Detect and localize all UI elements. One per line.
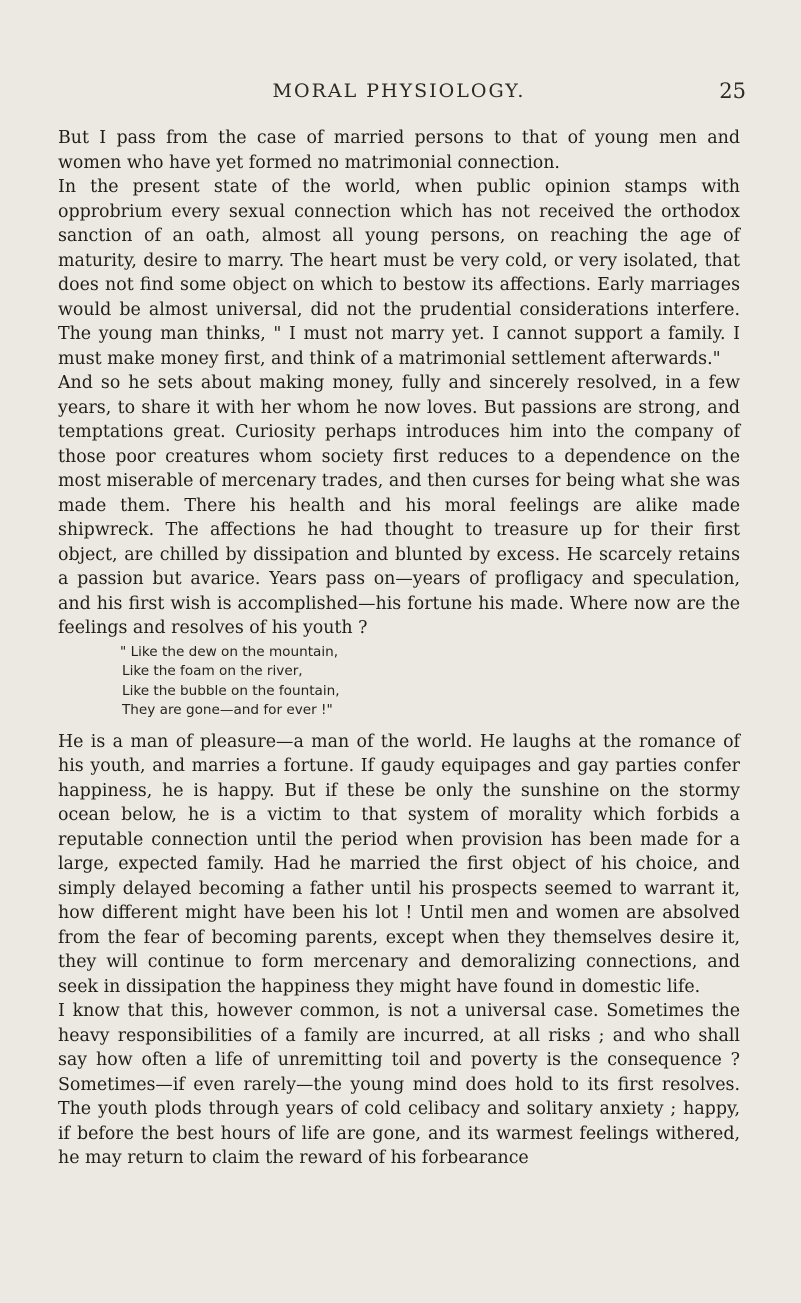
poem-line: Like the foam on the river,: [122, 663, 303, 679]
poem-quote: [58, 643, 740, 721]
paragraph: But I pass from the case of married persons to that of young men and women who have yet formed no matrimonial connection.: [58, 128, 740, 173]
paragraph: In the present state of the world, when public opinion stamps with opprobrium every sexual connection which has not received the orthodox sanction of an oath, almost all young persons, on reaching the age of maturity, desire to marry. The heart must be very cold, or very isolated, that does not find some object on which to bestow its affections. Early marriages would be almost universal, did not the prudential considerations interfere. The young man thinks, " I must not marry yet. I cannot support a family. I must make money first, and think of a matrimonial settlement afterwards.": [58, 177, 740, 369]
poem-line: Like the bubble on the fountain,: [122, 682, 340, 699]
page-number: 25: [719, 79, 746, 103]
poem-line: They are gone—and for ever !": [122, 702, 333, 718]
paragraph: And so he sets about making money, fully and sincerely resolved, in a few years, to share it with her whom he now loves. But passions are strong, and temptations great. Curiosity perhaps introduces him into the company of those poor creatures whom society first reduces to a dependence on the most miserable of mercenary trades, and then curses for being what she was made them. There his health and his moral feelings are alike made shipwreck. The affections he had thought to treasure up for their first object, are chilled by dissipation and blunted by excess. He scarcely retains a passion but avarice. Years pass on—years of profligacy and speculation, and his first wish is accomplished—his fortune his made. Where now are the feelings and resolves of his youth ?: [58, 373, 740, 638]
body-text: [58, 126, 740, 1171]
poem-line: " Like the dew on the mountain,: [120, 643, 339, 660]
paragraph: He is a man of pleasure—a man of the world. He laughs at the romance of his youth, and marries a fortune. If gaudy equipages and gay parties confer happiness, he is happy. But if these be only the sunshine on the stormy ocean below, he is a victim to that system of morality which forbids a reputable connection until the period when provision has been made for a large, expected family. Had he married the first object of his choice, and simply delayed becoming a father until his prospects seemed to warrant it, how different might have been his lot ! Until men and women are absolved from the fear of becoming parents, except when they themselves desire it, they will continue to form mercenary and demoralizing connections, and seek in dissipation the happiness they might have found in domestic life.: [58, 731, 740, 997]
running-title: MORAL PHYSIOLOGY.: [272, 80, 526, 102]
paragraph: I know that this, however common, is not a universal case. Sometimes the heavy responsibilities of a family are incurred, at all risks ; and who shall say how often a life of unremitting toil and poverty is the consequence ? Sometimes—if even rarely—the young mind does hold to its first resolves. The youth plods through years of cold celibacy and solitary anxiety ; happy, if before the best hours of life are gone, and its warmest feelings withered, he may return to claim the reward of his forbearance: [58, 1001, 740, 1168]
running-head: [58, 79, 746, 110]
